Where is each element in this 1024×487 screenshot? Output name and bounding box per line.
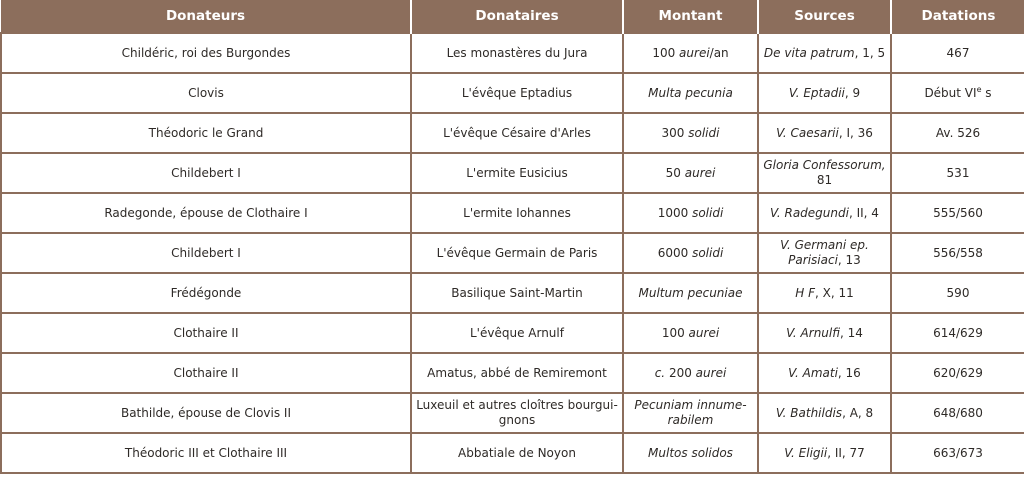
source-cell — [758, 233, 891, 273]
source-title: V. Arnulfi — [786, 325, 840, 340]
source-ref: , I, 36 — [838, 125, 873, 140]
source-cell — [758, 153, 891, 193]
table-row — [1, 113, 1024, 153]
donateur-cell: Childéric, roi des Burgondes — [1, 33, 411, 73]
montant-cell — [623, 33, 758, 73]
table-body — [1, 33, 1024, 473]
donataire-cell: Amatus, abbé de Remiremont — [411, 353, 623, 393]
source-title: De vita patrum — [763, 45, 855, 60]
donateur-cell: Clovis — [1, 73, 411, 113]
montant-cell — [623, 153, 758, 193]
datation-cell: 531 — [891, 153, 1024, 193]
montant-cell — [623, 313, 758, 353]
source-cell — [758, 433, 891, 473]
source-cell — [758, 393, 891, 433]
montant-unit: solidi — [688, 125, 720, 140]
source-cell — [758, 33, 891, 73]
montant-number: 200 — [665, 365, 696, 380]
montant-suffix: /an — [709, 45, 729, 60]
source-title: V. Bathildis — [775, 405, 843, 420]
montant-number: 300 — [661, 125, 689, 140]
donataire-cell: Abbatiale de Noyon — [411, 433, 623, 473]
header-row — [1, 0, 1024, 33]
source-cell — [758, 193, 891, 233]
montant-cell — [623, 113, 758, 153]
montant-unit: Multos solidos — [648, 445, 733, 460]
donataire-cell: L'évêque Germain de Paris — [411, 233, 623, 273]
table-row — [1, 433, 1024, 473]
source-cell — [758, 273, 891, 313]
datation-superscript: e — [976, 84, 982, 94]
source-ref: , X, 11 — [815, 285, 854, 300]
header-montant: Montant — [623, 0, 758, 33]
source-ref: , 14 — [840, 325, 863, 340]
source-title: V. Eligii — [784, 445, 828, 460]
montant-unit: aurei — [688, 325, 720, 340]
donataire-cell: Luxeuil et autres cloîtres bourgui-gnons — [411, 393, 623, 433]
source-title: V. Eptadii — [788, 85, 845, 100]
table-row — [1, 73, 1024, 113]
source-ref: , II, 77 — [827, 445, 865, 460]
datation-cell: Av. 526 — [891, 113, 1024, 153]
table-row — [1, 273, 1024, 313]
montant-number: 100 — [652, 45, 680, 60]
source-title: V. Germani ep. Parisiaci — [780, 238, 869, 267]
source-cell — [758, 313, 891, 353]
source-ref: , 1, 5 — [854, 45, 886, 60]
header-donataires: Donataires — [411, 0, 623, 33]
montant-unit: Multa pecunia — [648, 85, 733, 100]
donateur-cell: Frédégonde — [1, 273, 411, 313]
montant-unit: aurei — [684, 165, 716, 180]
montant-unit: solidi — [692, 205, 724, 220]
table-row — [1, 313, 1024, 353]
source-ref: , 13 — [837, 253, 861, 267]
datation-cell: 556/558 — [891, 233, 1024, 273]
montant-number: 1000 — [657, 205, 693, 220]
montant-number: 50 — [665, 165, 685, 180]
source-title: V. Amati — [788, 365, 838, 380]
donateur-cell: Théodoric III et Clothaire III — [1, 433, 411, 473]
source-ref: , 16 — [837, 365, 861, 380]
montant-number: 100 — [661, 325, 689, 340]
source-ref: , II, 4 — [848, 205, 879, 220]
montant-cell — [623, 433, 758, 473]
source-cell — [758, 73, 891, 113]
datation-cell: 648/680 — [891, 393, 1024, 433]
montant-cell — [623, 73, 758, 113]
source-ref: 81 — [816, 173, 833, 187]
montant-cell — [623, 233, 758, 273]
datation-cell: 555/560 — [891, 193, 1024, 233]
table-row — [1, 193, 1024, 233]
donataire-cell: Les monastères du Jura — [411, 33, 623, 73]
source-ref: , A, 8 — [842, 405, 874, 420]
montant-unit: aurei — [679, 45, 710, 60]
datation-suffix: s — [981, 85, 992, 100]
datation-cell: 590 — [891, 273, 1024, 313]
table-row — [1, 153, 1024, 193]
datation-cell: 614/629 — [891, 313, 1024, 353]
source-title: H F — [795, 285, 815, 300]
datation-cell: 467 — [891, 33, 1024, 73]
datation-cell: 663/673 — [891, 433, 1024, 473]
table-row — [1, 393, 1024, 433]
donataire-cell: L'évêque Eptadius — [411, 73, 623, 113]
donateur-cell: Radegonde, épouse de Clothaire I — [1, 193, 411, 233]
header-donateurs: Donateurs — [1, 0, 411, 33]
montant-unit: Multum pecuniae — [638, 285, 743, 300]
montant-cell — [623, 193, 758, 233]
datation-cell: 620/629 — [891, 353, 1024, 393]
source-title: V. Radegundi — [770, 205, 849, 220]
montant-cell — [623, 353, 758, 393]
montant-unit: aurei — [695, 365, 727, 380]
source-ref: , 9 — [844, 85, 861, 100]
montant-cell — [623, 273, 758, 313]
table-row — [1, 233, 1024, 273]
montant-cell — [623, 393, 758, 433]
montant-unit: Pecuniam innume-rabilem — [634, 398, 747, 427]
source-title: V. Caesarii — [776, 125, 839, 140]
datation-cell — [891, 73, 1024, 113]
donateur-cell: Théodoric le Grand — [1, 113, 411, 153]
donataire-cell: Basilique Saint-Martin — [411, 273, 623, 313]
donataire-cell: L'évêque Césaire d'Arles — [411, 113, 623, 153]
donataire-cell: L'ermite Iohannes — [411, 193, 623, 233]
header-sources: Sources — [758, 0, 891, 33]
donateur-cell: Clothaire II — [1, 353, 411, 393]
table-row — [1, 33, 1024, 73]
donataire-cell: L'ermite Eusicius — [411, 153, 623, 193]
donateur-cell: Childebert I — [1, 153, 411, 193]
montant-prefix: c. — [654, 365, 666, 380]
montant-number: 6000 — [657, 245, 693, 260]
source-cell — [758, 353, 891, 393]
donataire-cell: L'évêque Arnulf — [411, 313, 623, 353]
table-row — [1, 353, 1024, 393]
donateur-cell: Childebert I — [1, 233, 411, 273]
donateur-cell: Bathilde, épouse de Clovis II — [1, 393, 411, 433]
source-title: Gloria Confessorum, — [763, 158, 886, 172]
source-cell — [758, 113, 891, 153]
donateur-cell: Clothaire II — [1, 313, 411, 353]
header-datations: Datations — [891, 0, 1024, 33]
datation-text: Début VI — [924, 85, 977, 100]
montant-unit: solidi — [692, 245, 724, 260]
